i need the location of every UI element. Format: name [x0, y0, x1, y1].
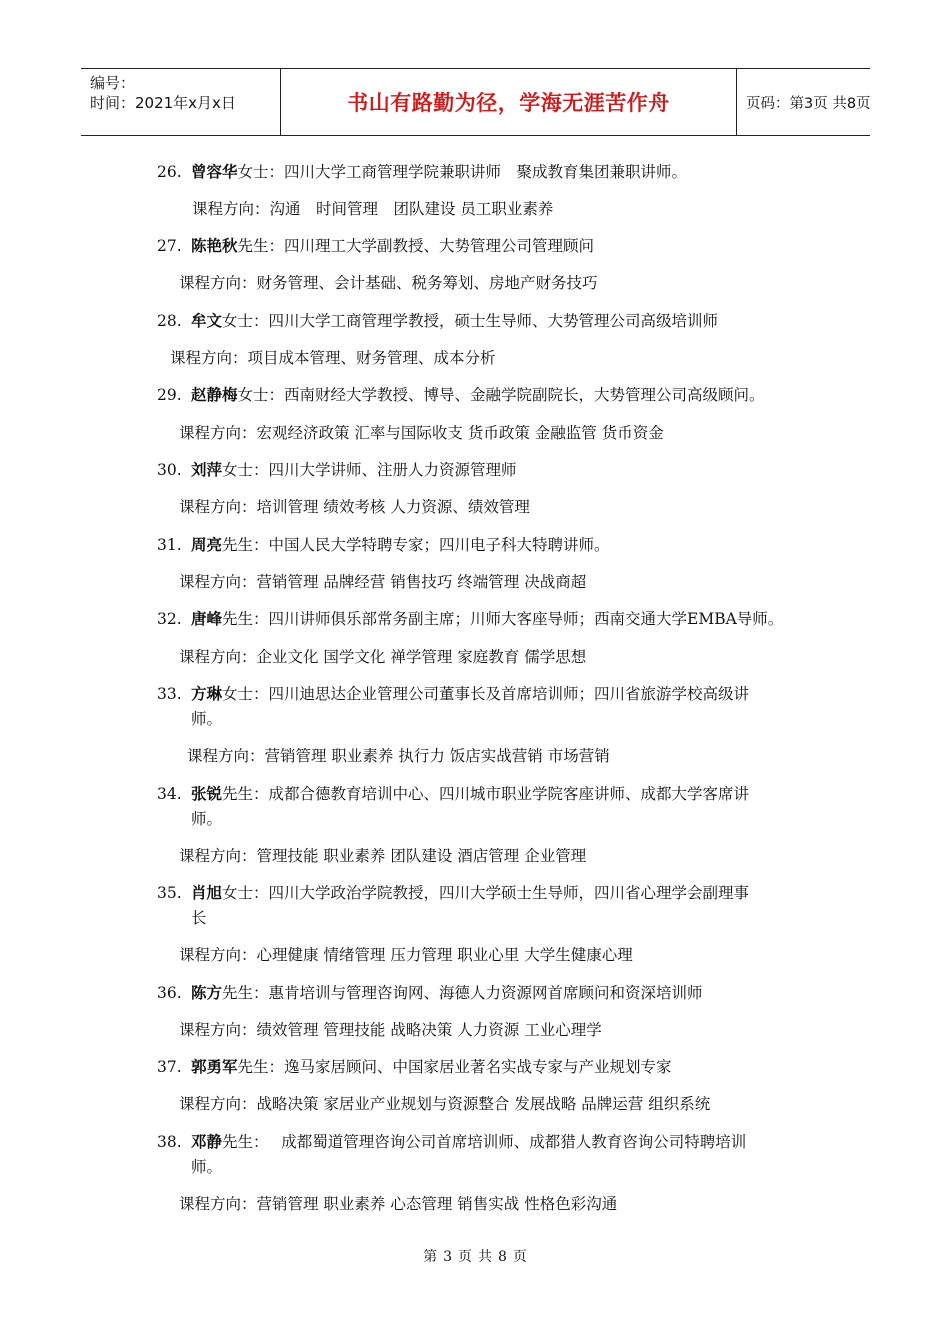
course-direction: 课程方向：营销管理 品牌经营 销售技巧 终端管理 决战商超 — [179, 573, 587, 591]
lecturer-name: 张锐 — [191, 785, 223, 803]
list-item — [157, 1056, 672, 1078]
course-direction: 课程方向：心理健康 情绪管理 压力管理 职业心里 大学生健康心理 — [179, 946, 633, 964]
header-page-info: 页码：第3页 共8页 — [746, 95, 871, 112]
lecturer-name: 陈艳秋 — [191, 237, 238, 255]
list-item — [157, 534, 610, 556]
entry-number: 36. — [157, 984, 182, 1002]
document-time-label: 时间：2021年x月x日 — [90, 94, 236, 112]
list-item — [157, 161, 687, 183]
lecturer-name: 刘萍 — [191, 461, 223, 479]
footer-word: 页 — [512, 1249, 527, 1265]
list-item — [157, 235, 594, 257]
lecturer-description-continued: 师。 — [191, 1158, 223, 1176]
lecturer-name: 赵静梅 — [191, 386, 238, 404]
lecturer-name: 曾容华 — [191, 163, 238, 181]
entry-number: 31. — [157, 536, 182, 554]
entry-number: 34. — [157, 785, 182, 803]
course-direction: 课程方向：绩效管理 管理技能 战略决策 人力资源 工业心理学 — [179, 1021, 602, 1039]
list-item — [157, 683, 749, 705]
list-item — [157, 1131, 746, 1153]
lecturer-description-continued: 师。 — [191, 810, 223, 828]
lecturer-name: 邓静 — [191, 1133, 223, 1151]
lecturer-description: 先生：成都合德教育培训中心、四川城市职业学院客座讲师、成都大学客席讲 — [222, 785, 750, 803]
course-direction: 课程方向：战略决策 家居业产业规划与资源整合 发展战略 品牌运营 组织系统 — [179, 1095, 711, 1113]
footer-word: 第 — [423, 1249, 438, 1265]
lecturer-description: 女士：四川迪思达企业管理公司董事长及首席培训师；四川省旅游学校高级讲 — [222, 685, 750, 703]
lecturer-description: 女士：四川大学讲师、注册人力资源管理师 — [222, 461, 517, 479]
lecturer-description: 先生：四川讲师俱乐部常务副主席；川师大客座导师；西南交通大学EMBA导师。 — [222, 610, 784, 628]
course-direction: 课程方向：宏观经济政策 汇率与国际收支 货币政策 金融监管 货币资金 — [179, 424, 664, 442]
lecturer-description: 女士：四川大学政治学院教授，四川大学硕士生导师，四川省心理学会副理事 — [222, 884, 750, 902]
course-direction: 课程方向：项目成本管理、财务管理、成本分析 — [170, 349, 496, 367]
lecturer-description: 先生：中国人民大学特聘专家；四川电子科大特聘讲师。 — [222, 536, 610, 554]
lecturer-name: 牟文 — [191, 312, 223, 330]
lecturer-name: 郭勇军 — [191, 1058, 238, 1076]
course-direction: 课程方向：财务管理、会计基础、税务筹划、房地产财务技巧 — [179, 274, 598, 292]
list-item — [157, 310, 718, 332]
list-item — [157, 459, 517, 481]
lecturer-description: 先生：惠肯培训与管理咨询网、海德人力资源网首席顾问和资深培训师 — [222, 984, 703, 1002]
entry-number: 27. — [157, 237, 182, 255]
entry-number: 32. — [157, 610, 182, 628]
lecturer-description: 先生：逸马家居顾问、中国家居业著名实战专家与产业规划专家 — [237, 1058, 672, 1076]
list-item — [157, 882, 749, 904]
lecturer-description: 女士：西南财经大学教授、博导、金融学院副院长，大势管理公司高级顾问。 — [237, 386, 765, 404]
course-direction: 课程方向：培训管理 绩效考核 人力资源、绩效管理 — [179, 498, 530, 516]
entry-number: 26. — [157, 163, 182, 181]
entry-number: 33. — [157, 685, 182, 703]
entry-number: 38. — [157, 1133, 182, 1151]
lecturer-name: 方琳 — [191, 685, 223, 703]
lecturer-name: 周亮 — [191, 536, 223, 554]
lecturer-description: 先生：四川理工大学副教授、大势管理公司管理顾问 — [237, 237, 595, 255]
list-item — [157, 384, 765, 406]
footer-word: 页 — [458, 1249, 472, 1265]
lecturer-description: 先生： 成都蜀道管理咨询公司首席培训师、成都猎人教育咨询公司特聘培训 — [222, 1133, 747, 1151]
footer-total-pages: 8 — [498, 1249, 507, 1265]
page-header — [81, 68, 870, 136]
course-direction: 课程方向：营销管理 职业素养 心态管理 销售实战 性格色彩沟通 — [179, 1195, 618, 1213]
lecturer-name: 肖旭 — [191, 884, 223, 902]
list-item — [157, 783, 749, 805]
lecturer-description-continued: 师。 — [191, 710, 223, 728]
course-direction: 课程方向：沟通 时间管理 团队建设 员工职业素养 — [192, 200, 554, 218]
course-direction: 课程方向：企业文化 国学文化 禅学管理 家庭教育 儒学思想 — [179, 648, 587, 666]
document-number-label: 编号： — [90, 74, 136, 92]
lecturer-description-continued: 长 — [191, 909, 207, 927]
header-motto: 书山有路勤为径，学海无涯苦作舟 — [281, 69, 737, 135]
course-direction: 课程方向：营销管理 职业素养 执行力 饭店实战营销 市场营销 — [187, 747, 610, 765]
footer-page-number: 3 — [443, 1249, 452, 1265]
page-footer — [0, 1246, 950, 1266]
lecturer-description: 女士：四川大学工商管理学教授，硕士生导师、大势管理公司高级培训师 — [222, 312, 719, 330]
header-meta — [81, 69, 281, 135]
entry-number: 28. — [157, 312, 182, 330]
entry-number: 35. — [157, 884, 182, 902]
entry-number: 30. — [157, 461, 182, 479]
lecturer-description: 女士：四川大学工商管理学院兼职讲师 聚成教育集团兼职讲师。 — [237, 163, 688, 181]
entry-number: 29. — [157, 386, 182, 404]
lecturer-name: 唐峰 — [191, 610, 223, 628]
lecturer-name: 陈方 — [191, 984, 223, 1002]
list-item — [157, 982, 703, 1004]
course-direction: 课程方向：管理技能 职业素养 团队建设 酒店管理 企业管理 — [179, 847, 587, 865]
list-item — [157, 608, 783, 630]
entry-number: 37. — [157, 1058, 182, 1076]
footer-word: 共 — [478, 1249, 492, 1265]
